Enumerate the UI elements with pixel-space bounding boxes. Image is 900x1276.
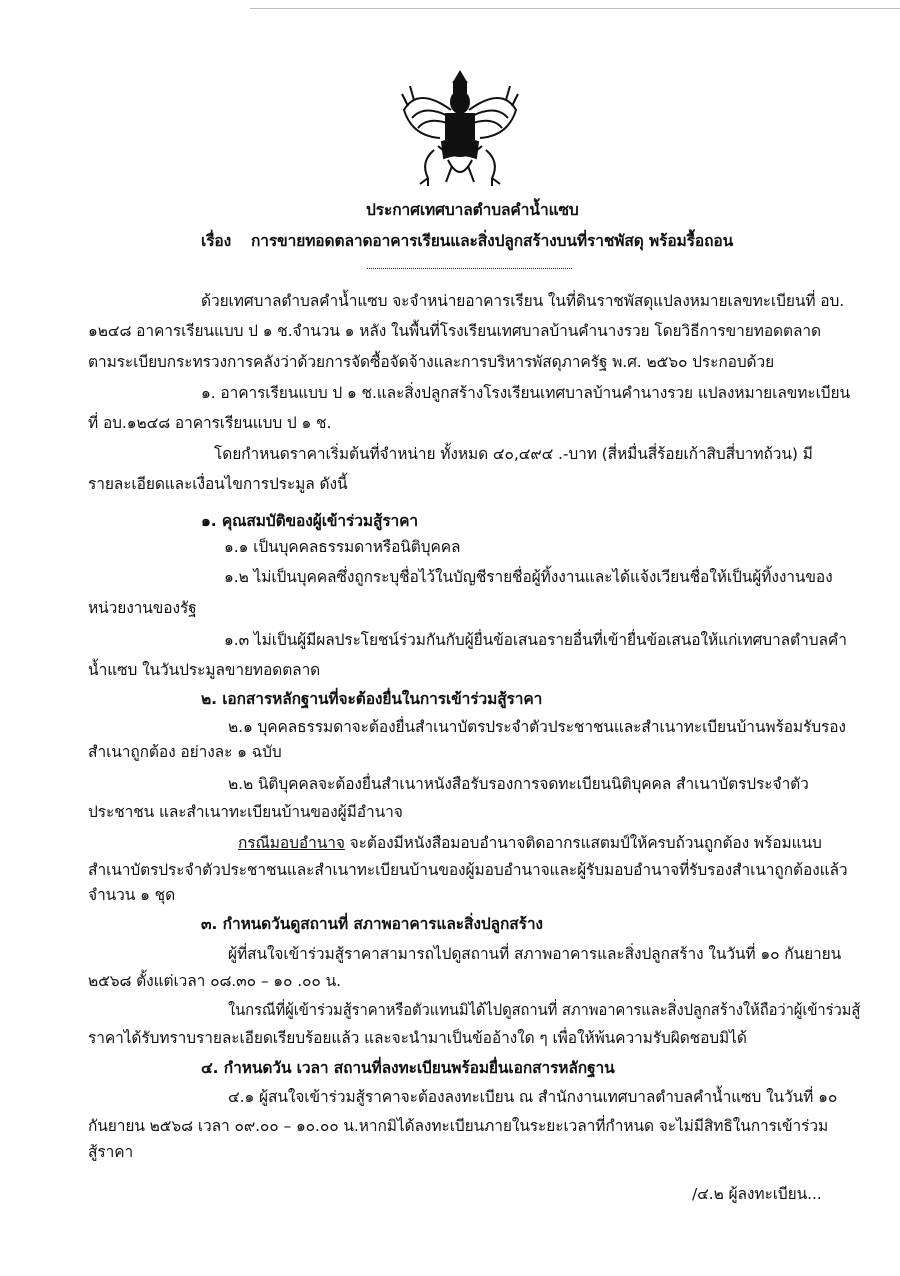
section-heading: ๒. เอกสารหลักฐานที่จะต้องยื่นในการเข้าร่วมสู้ราคา xyxy=(201,690,543,708)
price-line: โดยกำหนดราคาเริ่มต้นที่จำหน่าย ทั้งหมด ๔๐,๔๙๔ .-บาท (สี่หมื่นสี่ร้อยเก้าสิบสี่บาทถ้วน) มี xyxy=(214,445,813,463)
section-line: จำนวน ๑ ชุด xyxy=(88,886,176,904)
section-line: ๑.๒ ไม่เป็นบุคคลซึ่งถูกระบุชื่อไว้ในบัญชีรายชื่อผู้ทิ้งงานและได้แจ้งเวียนชื่อให้เป็นผู้ทิ้งงานของ xyxy=(224,568,833,586)
section-line: ราคาได้รับทราบรายละเอียดเรียบร้อยแล้ว และจะนำมาเป็นข้ออ้างใด ๆ เพื่อให้พ้นความรับผิดชอบมิได้ xyxy=(88,1029,747,1047)
proxy-text: จะต้องมีหนังสือมอบอำนาจติดอากรแสตมป์ให้ครบถ้วนถูกต้อง พร้อมแนบ xyxy=(344,834,822,852)
proxy-label: กรณีมอบอำนาจ xyxy=(238,834,345,852)
section-line: สำเนาถูกต้อง อย่างละ ๑ ฉบับ xyxy=(88,743,282,761)
section-line: ๒.๒ นิติบุคคลจะต้องยื่นสำเนาหนังสือรับรองการจดทะเบียนนิติบุคคล สำเนาบัตรประจำตัว xyxy=(228,775,809,793)
intro-line: ตามระเบียบกระทรวงการคลังว่าด้วยการจัดซื้อจัดจ้างและการบริหารพัสดุภาครัฐ พ.ศ. ๒๕๖๐ ประกอบด้วย xyxy=(88,353,775,371)
intro-line: ด้วยเทศบาลตำบลคำน้ำแซบ จะจำหน่ายอาคารเรียน ในที่ดินราชพัสดุแปลงหมายเลขทะเบียนที่ อบ. xyxy=(201,292,845,310)
title-divider xyxy=(367,268,572,269)
scan-edge-line xyxy=(250,8,900,9)
continuation-note: /๔.๒ ผู้ลงทะเบียน... xyxy=(692,1185,822,1203)
section-line: ๑.๓ ไม่เป็นผู้มีผลประโยชน์ร่วมกันกับผู้ยื่นข้อเสนอรายอื่นที่เข้ายื่นข้อเสนอให้แก่เทศบาลตำบลคำ xyxy=(224,631,847,649)
section-heading: ๑. คุณสมบัติของผู้เข้าร่วมสู้ราคา xyxy=(201,512,419,530)
section-line: ประชาชน และสำเนาทะเบียนบ้านของผู้มีอำนาจ xyxy=(88,803,403,821)
proxy-line xyxy=(238,833,822,853)
section-line: น้ำแซบ ในวันประมูลขายทอดตลาด xyxy=(88,661,321,679)
section-line: ๑.๑ เป็นบุคคลธรรมดาหรือนิติบุคคล xyxy=(224,538,461,556)
subject-text: การขายทอดตลาดอาคารเรียนและสิ่งปลูกสร้างบนที่ราชพัสดุ พร้อมรื้อถอน xyxy=(251,232,734,250)
garuda-emblem-icon xyxy=(398,66,522,190)
section-line: สู้ราคา xyxy=(88,1143,134,1161)
section-heading: ๔. กำหนดวัน เวลา สถานที่ลงทะเบียนพร้อมยื่นเอกสารหลักฐาน xyxy=(201,1059,615,1077)
section-line: หน่วยงานของรัฐ xyxy=(88,599,197,617)
subject-label: เรื่อง xyxy=(201,232,232,250)
intro-line: รายละเอียดและเงื่อนไขการประมูล ดังนี้ xyxy=(88,475,348,493)
section-line: ๒๕๖๘ ตั้งแต่เวลา ๐๘.๓๐ – ๑๐ .๐๐ น. xyxy=(88,972,341,990)
intro-line: ๑๒๔๘ อาคารเรียนแบบ ป ๑ ช.จำนวน ๑ หลัง ในพื้นที่โรงเรียนเทศบาลบ้านคำนางรวย โดยวิธีการขายทอดตลาด xyxy=(88,322,821,340)
section-line: ในกรณีที่ผู้เข้าร่วมสู้ราคาหรือตัวแทนมิได้ไปดูสถานที่ สภาพอาคารและสิ่งปลูกสร้างให้ถือว่าผู้เข้าร่วมสู้ xyxy=(228,1001,861,1019)
intro-line: ที่ อบ.๑๒๔๘ อาคารเรียนแบบ ป ๑ ช. xyxy=(88,414,332,432)
section-line: สำเนาบัตรประจำตัวประชาชนและสำเนาทะเบียนบ้านของผู้มอบอำนาจและผู้รับมอบอำนาจที่รับรองสำเนาถูกต้องแล้ว xyxy=(88,861,848,879)
section-heading: ๓. กำหนดวันดูสถานที่ สภาพอาคารและสิ่งปลูกสร้าง xyxy=(201,915,543,933)
section-line: กันยายน ๒๕๖๘ เวลา ๐๙.๐๐ – ๑๐.๐๐ น.หากมิได้ลงทะเบียนภายในระยะเวลาที่กำหนด จะไม่มีสิทธิในการเข้าร่วม xyxy=(88,1117,829,1135)
section-line: ๔.๑ ผู้สนใจเข้าร่วมสู้ราคาจะต้องลงทะเบียน ณ สำนักงานเทศบาลตำบลคำน้ำแซบ ในวันที่ ๑๐ xyxy=(228,1088,838,1106)
document-title: ประกาศเทศบาลตำบลคำน้ำแซบ xyxy=(366,201,579,219)
section-line: ๒.๑ บุคคลธรรมดาจะต้องยื่นสำเนาบัตรประจำตัวประชาชนและสำเนาทะเบียนบ้านพร้อมรับรอง xyxy=(228,718,846,736)
section-line: ผู้ที่สนใจเข้าร่วมสู้ราคาสามารถไปดูสถานที่ สภาพอาคารและสิ่งปลูกสร้าง ในวันที่ ๑๐ กันยายน xyxy=(228,945,842,963)
intro-item: ๑. อาคารเรียนแบบ ป ๑ ช.และสิ่งปลูกสร้างโรงเรียนเทศบาลบ้านคำนางรวย แปลงหมายเลขทะเบียน xyxy=(201,384,850,402)
